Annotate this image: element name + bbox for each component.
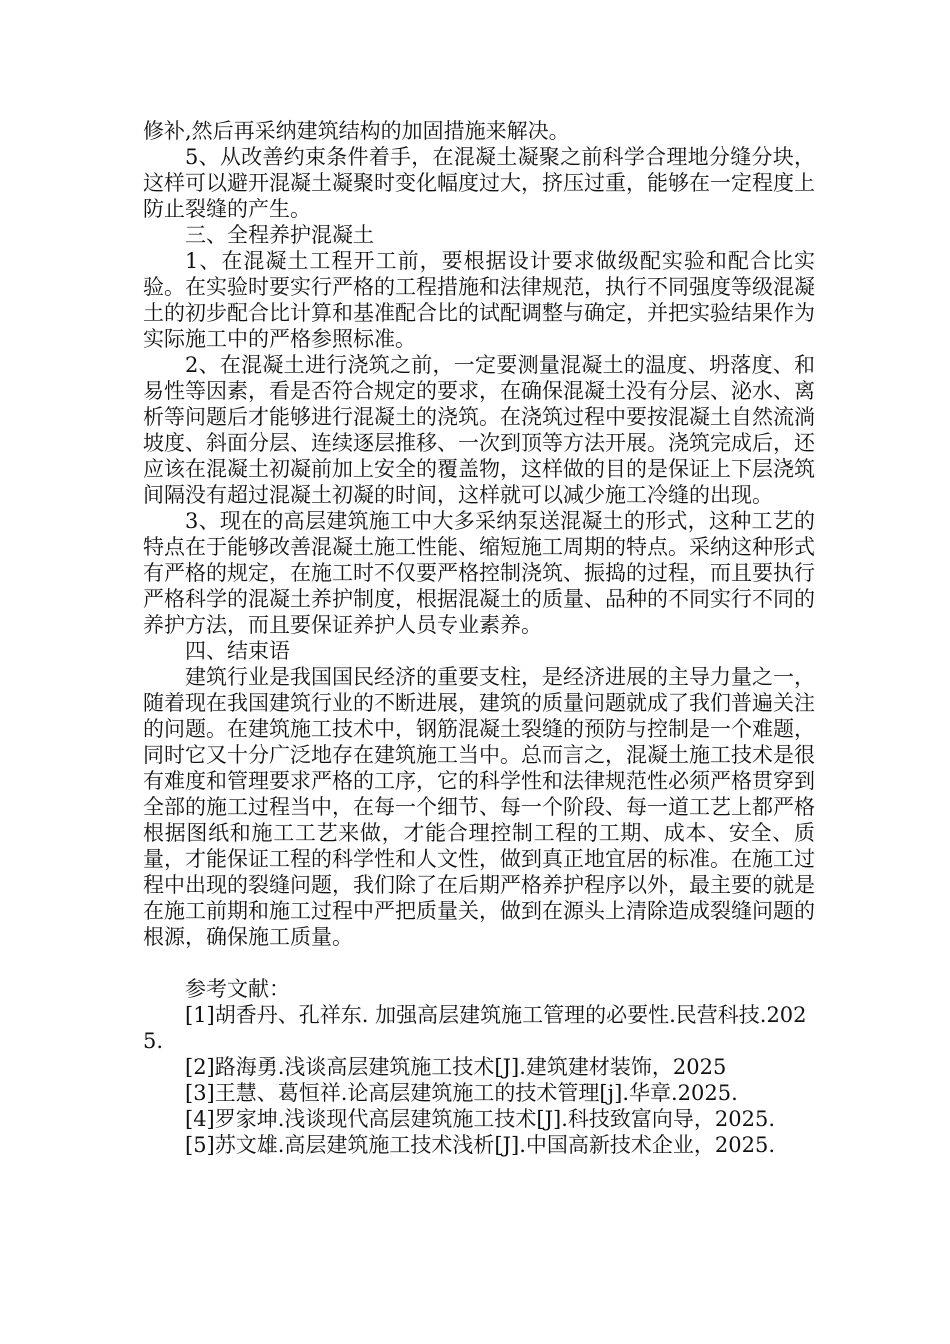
- section-heading-3: 三、全程养护混凝土: [185, 223, 374, 247]
- reference-item: [1]胡香丹、孔祥东. 加强高层建筑施工管理的必要性.民营科技.2025.: [143, 1003, 807, 1053]
- paragraph-section3-item-1: 1、在混凝土工程开工前，要根据设计要求做级配实验和配合比实验。在实验时要实行严格的工程措施和法律规范，执行不同强度等级混凝土的初步配合比计算和基准配合比的试配调整与确定，并把实验结果作为实际施工中的严格参照标准。: [143, 249, 815, 351]
- reference-item: [3]王慧、葛恒祥.论高层建筑施工的技术管理[j].华章.2025.: [185, 1081, 738, 1105]
- reference-item: [2]路海勇.浅谈高层建筑施工技术[J].建筑建材装饰，2025: [185, 1055, 727, 1079]
- paragraph-section3-item-2: 2、在混凝土进行浇筑之前，一定要测量混凝土的温度、坍落度、和易性等因素，看是否符合规定的要求，在确保混凝土没有分层、泌水、离析等问题后才能够进行混凝土的浇筑。在浇筑过程中要按混凝土自然流淌坡度、斜面分层、连续逐层推移、一次到顶等方法开展。浇筑完成后，还应该在混凝土初凝前加上安全的覆盖物，这样做的目的是保证上下层浇筑间隔没有超过混凝土初凝的时间，这样就可以减少施工冷缝的出现。: [143, 353, 815, 507]
- reference-item: [4]罗家坤.浅谈现代高层建筑施工技术[J].科技致富向导，2025.: [185, 1107, 776, 1131]
- section-heading-4: 四、结束语: [185, 639, 290, 663]
- paragraph-section3-item-3: 3、现在的高层建筑施工中大多采纳泵送混凝土的形式，这种工艺的特点在于能够改善混凝土施工性能、缩短施工周期的特点。采纳这种形式有严格的规定，在施工时不仅要严格控制浇筑、振捣的过程，而且要执行严格科学的混凝土养护制度，根据混凝土的质量、品种的不同实行不同的养护方法，而且要保证养护人员专业素养。: [143, 509, 815, 637]
- blank-line: [143, 950, 815, 976]
- document-page: [143, 118, 815, 1158]
- reference-item: [5]苏文雄.高层建筑施工技术浅析[J].中国高新技术企业，2025.: [185, 1133, 776, 1157]
- paragraph-conclusion: 建筑行业是我国国民经济的重要支柱，是经济进展的主导力量之一，随着现在我国建筑行业的不断进展，建筑的质量问题就成了我们普遍关注的问题。在建筑施工技术中，钢筋混凝土裂缝的预防与控制是一个难题，同时它又十分广泛地存在建筑施工当中。总而言之，混凝土施工技术是很有难度和管理要求严格的工序，它的科学性和法律规范性必须严格贯穿到全部的施工过程当中，在每一个细节、每一个阶段、每一道工艺上都严格根据图纸和施工工艺来做，才能合理控制工程的工期、成本、安全、质量，才能保证工程的科学性和人文性，做到真正地宜居的标准。在施工过程中出现的裂缝问题，我们除了在后期严格养护程序以外，最主要的就是在施工前期和施工过程中严把质量关，做到在源头上清除造成裂缝问题的根源，确保施工质量。: [143, 665, 815, 949]
- paragraph-item-5: 5、从改善约束条件着手，在混凝土凝聚之前科学合理地分缝分块，这样可以避开混凝土凝聚时变化幅度过大，挤压过重，能够在一定程度上防止裂缝的产生。: [143, 145, 815, 221]
- references-title: 参考文献：: [185, 977, 290, 1001]
- paragraph-continuation: 修补,然后再采纳建筑结构的加固措施来解决。: [143, 119, 570, 143]
